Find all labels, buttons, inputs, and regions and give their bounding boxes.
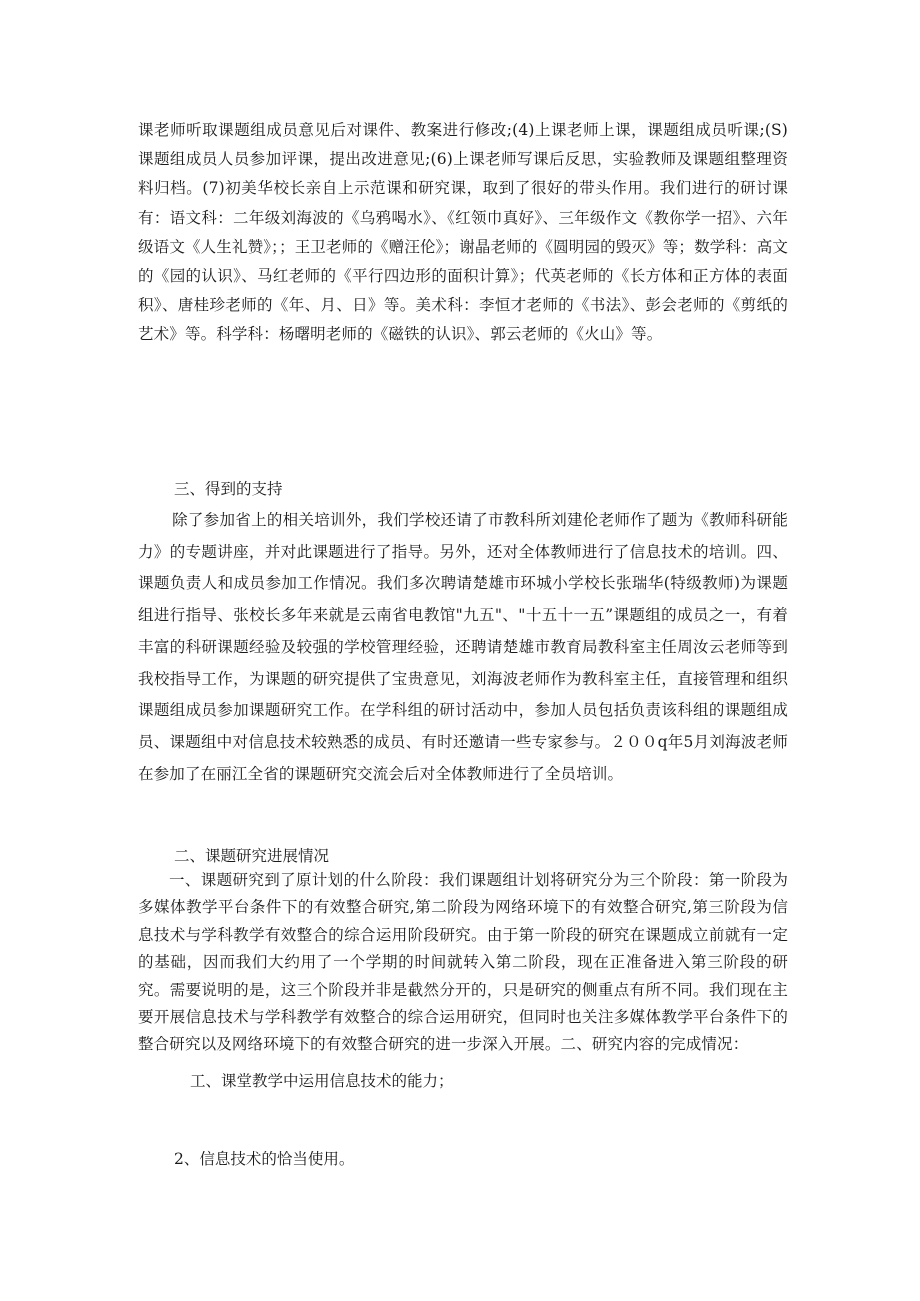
list-item-classroom-ability: 工、课堂教学中运用信息技术的能力； bbox=[190, 1072, 454, 1090]
paragraph-research-lessons: 课老师听取课题组成员意见后对课件、教案进行修改;(4)上课老师上课，课题组成员听课;(S)课题组成员人员参加评课，提出改进意见;(6)上课老师写课后反思，实验教师及课题组整理资料归档。(7)初美华校长亲自上示范课和研究课，取到了很好的带头作用。我们进行的研讨课有：语文科：二年级刘海波的《乌鸦喝水》、《红领巾真好》、三年级作文《教你学一招》、六年级语文《人生礼赞》；；王卫老师的《赠汪伦》；谢晶老师的《圆明园的毁灭》等；数学科：高文的《园的认识》、马红老师的《平行四边形的面积计算》；代英老师的《长方体和正方体的表面积》、唐桂珍老师的《年、月、日》等。美术科：李恒才老师的《书法》、彭会老师的《剪纸的艺术》等。科学科：杨曙明老师的《磁铁的认识》、郭云老师的《火山》等。 bbox=[138, 121, 788, 344]
paragraph-support: 除了参加省上的相关培训外，我们学校还请了市教科所刘建伦老师作了题为《教师科研能力》的专题讲座，并对此课题进行了指导。另外，还对全体教师进行了信息技术的培训。四、课题负责人和成员参加工作情况。我们多次聘请楚雄市环城小学校长张瑞华(特级教师)为课题组进行指导、张校长多年来就是云南省电教馆"九五"、"十五十一五”课题组的成员之一，有着丰富的科研课题经验及较强的学校管理经验，还聘请楚雄市教育局教科室主任周汝云老师等到我校指导工作，为课题的研究提供了宝贵意见，刘海波老师作为教科室主任，直接管理和组织课题组成员参加课题研究工作。在学科组的研讨活动中，参加人员包括负责该科组的课题组成员、课题组中对信息技术较熟悉的成员、有时还邀请一些专家参与。２００q年5月刘海波老师在参加了在丽江全省的课题研究交流会后对全体教师进行了全员培训。 bbox=[138, 511, 788, 783]
list-item-appropriate-use: 2、信息技术的恰当使用。 bbox=[174, 1150, 355, 1168]
heading-support: 三、得到的支持 bbox=[174, 480, 283, 498]
paragraph-research-stages: 一、课题研究到了原计划的什么阶段：我们课题组计划将研究分为三个阶段：第一阶段为多媒体教学平台条件下的有效整合研究,第二阶段为网络环境下的有效整合研究,第三阶段为信息技术与学科教学有效整合的综合运用阶段研究。由于第一阶段的研究在课题成立前就有一定的基础，因而我们大约用了一个学期的时间就转入第二阶段，现在正准备进入第三阶段的研究。需要说明的是，这三个阶段并非是截然分开的，只是研究的侧重点有所不同。我们现在主要开展信息技术与学科教学有效整合的综合运用研究，但同时也关注多媒体教学平台条件下的整合研究以及网络环境下的有效整合研究的进一步深入开展。二、研究内容的完成情况： bbox=[138, 871, 788, 1054]
heading-research-progress: 二、课题研究进展情况 bbox=[174, 847, 330, 865]
